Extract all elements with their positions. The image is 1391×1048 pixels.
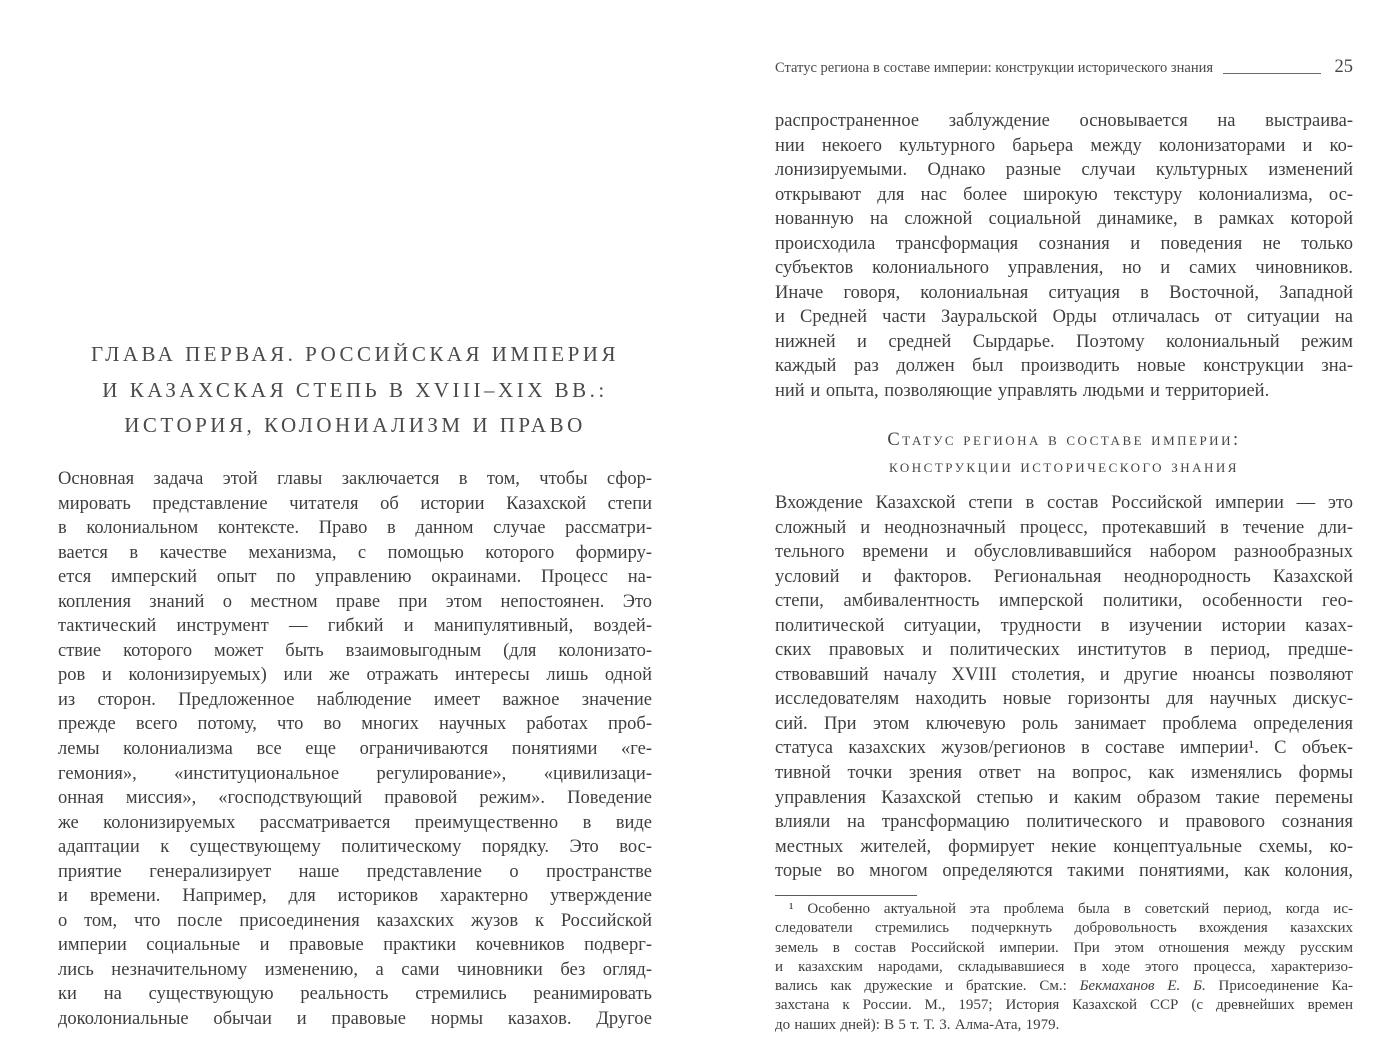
text-line: степи, амбивалентность имперской политики, особенности гео- [775, 591, 1353, 612]
text-line: лонизируемыми. Однако разные случаи культурных изменений [775, 160, 1353, 181]
text-line: тактический инструмент — гибкий и манипулятивный, воздей- [58, 616, 652, 637]
text-line: Вхождение Казахской степи в состав Российской империи — это [775, 493, 1353, 513]
text-line: каждый раз должен был производить новые конструкции зна- [775, 356, 1353, 377]
text-line: субъектов колониального управления, но и самих чиновников. [775, 258, 1353, 279]
text-line: нижней и средней Сырдарье. Поэтому колониальный режим [775, 331, 1353, 352]
text-line: Иначе говоря, колониальная ситуация в Восточной, Западной [775, 282, 1353, 303]
text-line: земель в состав Российской империи. При этом отношения между русским [775, 939, 1353, 956]
text-line: ствовавший началу XVIII столетия, и другие нюансы позволяют [775, 664, 1353, 685]
text-line: следователи стремились подчеркнуть добровольность вхождения казахских [775, 920, 1353, 937]
text-line: Статус региона в составе империи: [887, 430, 1241, 450]
text-line: нованную на сложной социальной динамике, в рамках которой [775, 209, 1353, 230]
left-page-paragraph [58, 469, 652, 1034]
text-line: адаптации к существующему политическому порядку. Это вос- [58, 837, 652, 858]
text-line [775, 978, 1353, 997]
section-paragraph [775, 493, 1353, 886]
text-line: вается в качестве механизма, с помощью которого формиру- [58, 542, 652, 563]
text-line: сложный и неоднозначный процесс, протекавший в течение дли- [775, 517, 1353, 538]
text-line: исследователям находить новые горизонты для научных дискус- [775, 689, 1353, 710]
text-line: лемы колониализма все еще ограничиваются понятиями «ге- [58, 739, 652, 760]
footnote [775, 901, 1353, 1036]
chapter-heading [58, 337, 652, 444]
running-header-title: Статус региона в составе империи: конструкции исторического знания [775, 60, 1214, 76]
text-line: прежде всего потому, что во многих научных работах проб- [58, 714, 652, 735]
text-line: ских правовых и политических институтов в период, предше- [775, 640, 1353, 661]
running-header [775, 57, 1353, 78]
text-line: гемония», «институциональное регулирование», «цивилизаци- [58, 763, 652, 784]
text-line: ИСТОРИЯ, КОЛОНИАЛИЗМ И ПРАВО [124, 413, 586, 437]
text-line: мировать представление читателя об истории Казахской степи [58, 493, 652, 514]
text-segment: вались как дружеские и братские. См.: [775, 978, 1080, 995]
section-heading [775, 427, 1353, 481]
text-line: ГЛАВА ПЕРВАЯ. РОССИЙСКАЯ ИМПЕРИЯ [91, 342, 619, 366]
text-line: из сторон. Предложенное наблюдение имеет важное значение [58, 689, 652, 710]
text-line: до наших дней): В 5 т. Т. 3. Алма-Ата, 1979. [775, 1016, 1060, 1033]
text-line: Основная задача этой главы заключается в том, чтобы сфор- [58, 469, 652, 489]
footnote-rule [775, 895, 917, 896]
text-line: конструкции исторического знания [889, 457, 1239, 477]
text-line: сий. При этом ключевую роль занимает проблема определения [775, 713, 1353, 734]
text-line: ров и колонизируемых) или же отражать интересы лишь одной [58, 665, 652, 686]
text-line: в колониальном контексте. Право в данном случае рассматри- [58, 518, 652, 539]
text-line: тельного времени и обусловливавшийся набором разнообразных [775, 542, 1353, 563]
text-line: торые во многом определяются такими понятиями, как колония, [775, 861, 1353, 882]
text-line: империи социальные и правовые практики кочевников подверг- [58, 935, 652, 956]
text-line: ется имперский опыт по управлению окраинами. Процесс на- [58, 567, 652, 588]
text-line: нии некоего культурного барьера между колонизаторами и ко- [775, 135, 1353, 156]
text-line: и казахским народами, складывавшиеся в ходе этого процесса, характеризо- [775, 958, 1353, 975]
right-page [775, 0, 1353, 1048]
text-line: ¹ Особенно актуальной эта проблема была в советский период, когда ис- [789, 901, 1353, 917]
text-line: захстана к России. М., 1957; История Казахской ССР (с древнейших времен [775, 997, 1353, 1014]
text-line: лись незначительному изменению, а сами чиновники без огляд- [58, 959, 652, 980]
text-line: управления Казахской степью и каким образом такие перемены [775, 787, 1353, 808]
text-line: открывают для нас более широкую текстуру колониализма, ос- [775, 184, 1353, 205]
text-line: ки на существующую реальность стремились реанимировать [58, 984, 652, 1005]
text-line: же колонизируемых рассматривается преимущественно в виде [58, 812, 652, 833]
text-line: приятие генерализирует наше представление о пространстве [58, 861, 652, 882]
text-line: распространенное заблуждение основывается на выстраива- [775, 111, 1353, 131]
text-line: происходила трансформация сознания и поведения не только [775, 233, 1353, 254]
text-line: онная миссия», «господствующий правовой режим». Поведение [58, 788, 652, 809]
text-line: и времени. Например, для историков характерно утверждение [58, 886, 652, 907]
continuation-paragraph [775, 111, 1353, 406]
left-page [58, 0, 652, 1048]
text-line: статуса казахских жузов/регионов в составе империи¹. С объек- [775, 738, 1353, 759]
text-line: и Средней части Зауральской Орды отличалась от ситуации на [775, 307, 1353, 328]
italic-citation: Бекмаханов Е. Б. [1079, 978, 1206, 995]
text-line: политической ситуации, трудности в изучении истории казах- [775, 615, 1353, 636]
text-segment: Присоединение Ка- [1205, 978, 1353, 995]
text-line: влияли на трансформацию политического и правового сознания [775, 812, 1353, 833]
text-line: ствие которого может быть взаимовыгодным (для колонизато- [58, 640, 652, 661]
text-line: И КАЗАХСКАЯ СТЕПЬ В XVIII–XIX ВВ.: [102, 377, 608, 402]
text-line: ний и опыта, позволяющие управлять людьми и территорией. [775, 381, 1270, 402]
text-line: о том, что после присоединения казахских жузов к Российской [58, 910, 652, 931]
text-line: условий и факторов. Региональная неоднородность Казахской [775, 566, 1353, 587]
text-line: копления знаний о местном праве при этом непостоянен. Это [58, 591, 652, 612]
text-line: местных жителей, формирует некие концептуальные схемы, ко- [775, 836, 1353, 857]
text-line: тивной точки зрения ответ на вопрос, как изменялись формы [775, 763, 1353, 784]
running-header-rule [1223, 73, 1320, 74]
page-number: 25 [1334, 57, 1353, 77]
text-line: доколониальные обычаи и правовые нормы казахов. Другое [58, 1009, 652, 1030]
